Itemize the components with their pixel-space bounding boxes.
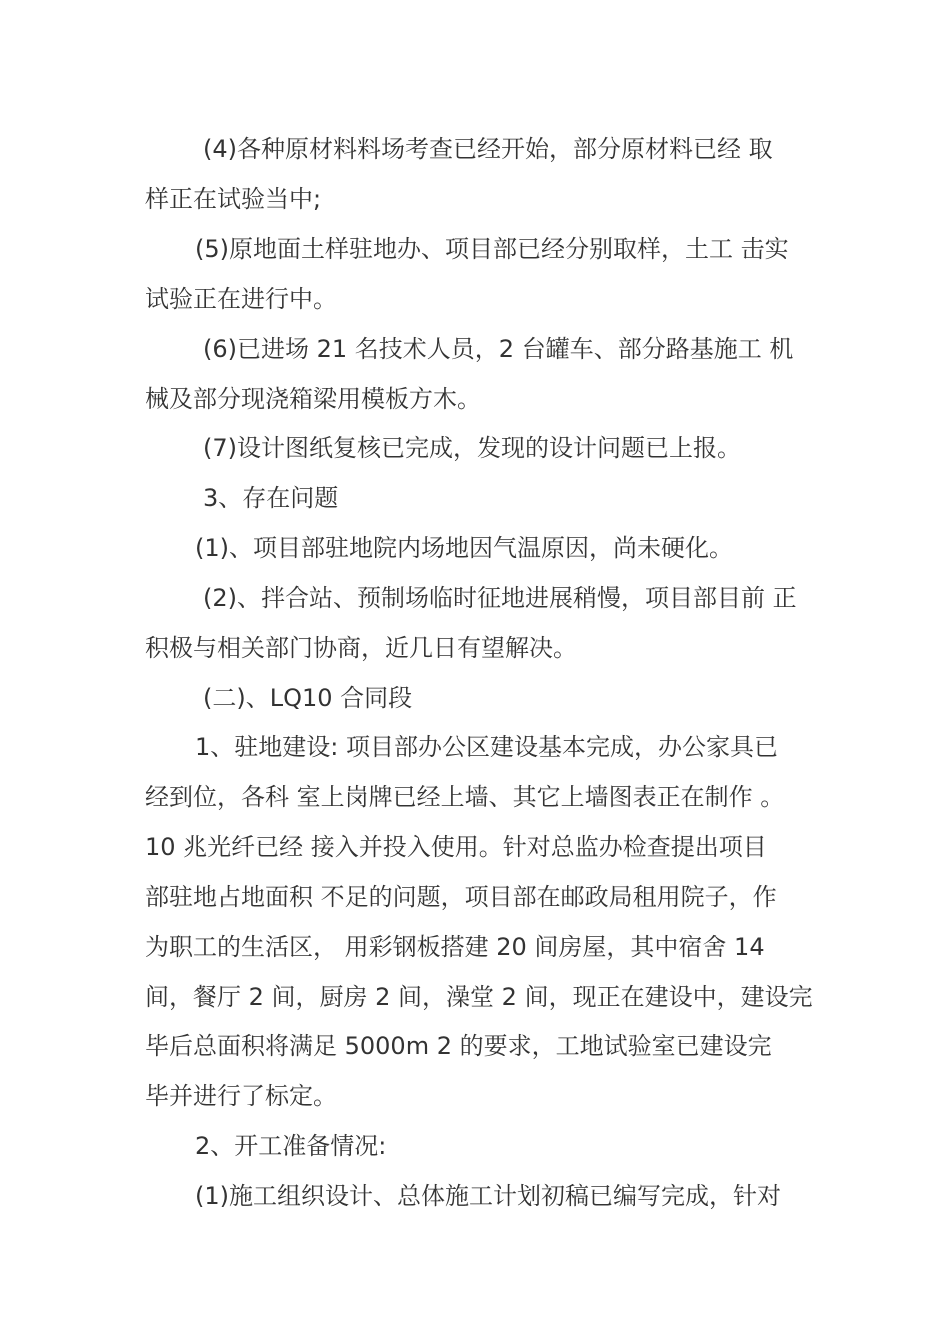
paragraph-item-5-line-1: (5)原地面土样驻地办、项目部已经分别取样，土工 击实 bbox=[195, 235, 789, 263]
camp-construction-line-7: 毕后总面积将满足 5000m 2 的要求，工地试验室已建设完 bbox=[145, 1032, 772, 1060]
paragraph-item-4-line-2: 样正在试验当中; bbox=[145, 185, 322, 213]
paragraph-item-7: (7)设计图纸复核已完成，发现的设计问题已上报。 bbox=[203, 434, 741, 462]
section-heading-preparation: 2、开工准备情况: bbox=[195, 1132, 387, 1160]
paragraph-item-4-line-1: (4)各种原材料料场考查已经开始，部分原材料已经 取 bbox=[203, 135, 773, 163]
camp-construction-line-4: 部驻地占地面积 不足的问题，项目部在邮政局租用院子，作 bbox=[145, 883, 777, 911]
issue-item-1: (1)、项目部驻地院内场地因气温原因，尚未硬化。 bbox=[195, 534, 733, 562]
section-heading-lq10: (二)、LQ10 合同段 bbox=[203, 684, 413, 712]
paragraph-item-6-line-1: (6)已进场 21 名技术人员，2 台罐车、部分路基施工 机 bbox=[203, 335, 794, 363]
issue-item-2-line-1: (2)、拌合站、预制场临时征地进展稍慢，项目部目前 正 bbox=[203, 584, 797, 612]
paragraph-item-6-line-2: 械及部分现浇箱梁用模板方木。 bbox=[145, 385, 481, 413]
camp-construction-line-8: 毕并进行了标定。 bbox=[145, 1082, 337, 1110]
preparation-item-1-line-1: (1)施工组织设计、总体施工计划初稿已编写完成，针对 bbox=[195, 1182, 781, 1210]
camp-construction-line-5: 为职工的生活区， 用彩钢板搭建 20 间房屋，其中宿舍 14 bbox=[145, 933, 765, 961]
camp-construction-line-6: 间，餐厅 2 间，厨房 2 间，澡堂 2 间，现正在建设中，建设完 bbox=[145, 983, 813, 1011]
camp-construction-line-2: 经到位，各科 室上岗牌已经上墙、其它上墙图表正在制作 。 bbox=[145, 783, 785, 811]
issue-item-2-line-2: 积极与相关部门协商，近几日有望解决。 bbox=[145, 634, 577, 662]
section-heading-issues: 3、存在问题 bbox=[203, 484, 339, 512]
camp-construction-line-1: 1、驻地建设: 项目部办公区建设基本完成，办公家具已 bbox=[195, 733, 778, 761]
paragraph-item-5-line-2: 试验正在进行中。 bbox=[145, 285, 337, 313]
camp-construction-line-3: 10 兆光纤已经 接入并投入使用。针对总监办检查提出项目 bbox=[145, 833, 767, 861]
